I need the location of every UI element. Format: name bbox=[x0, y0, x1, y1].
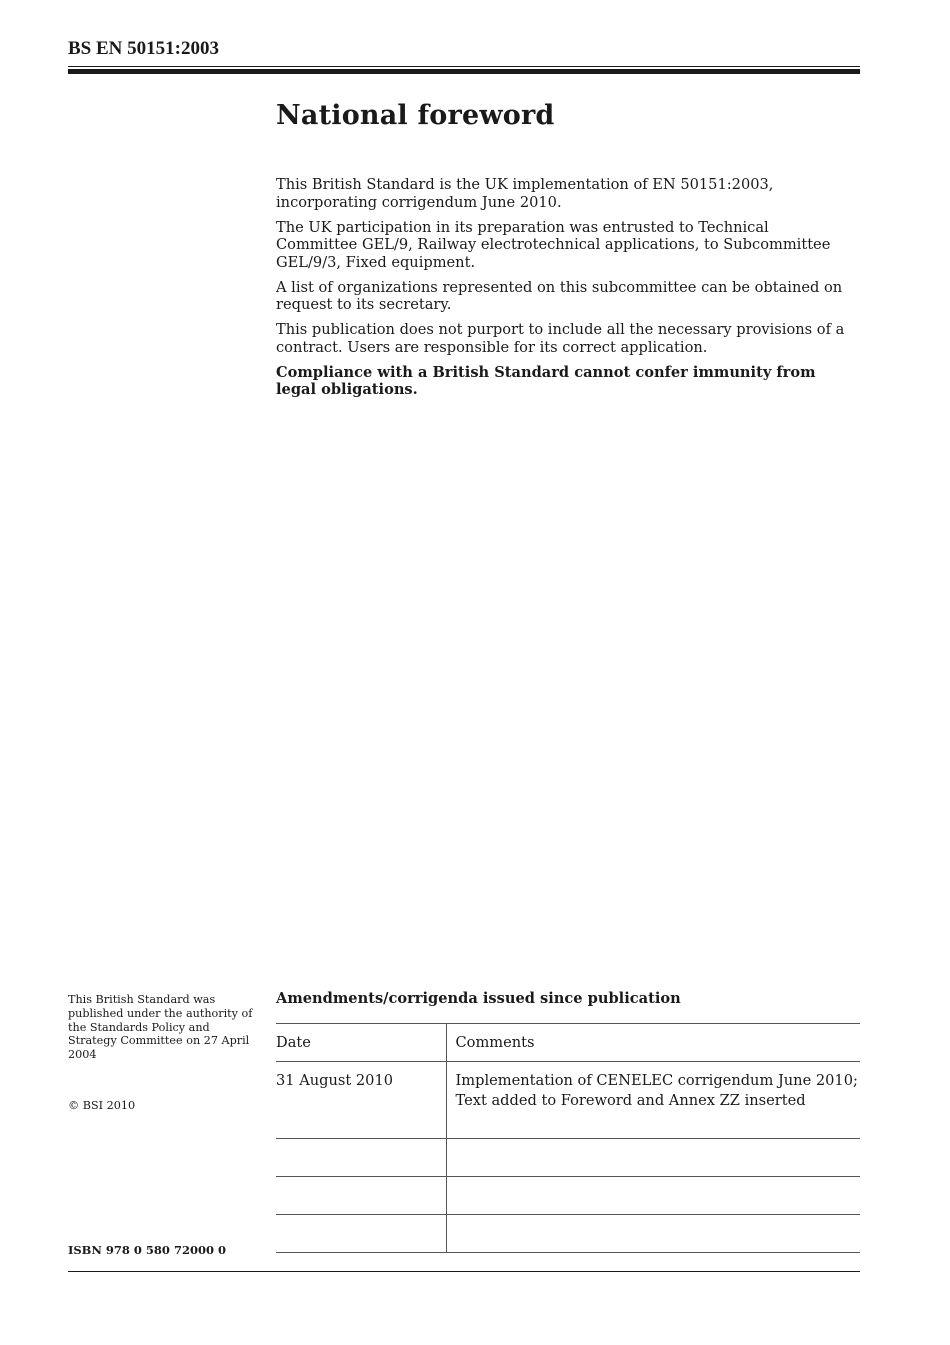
table-row bbox=[276, 1215, 860, 1253]
row-date bbox=[276, 1177, 446, 1215]
compliance-statement: Compliance with a British Standard cannot confer immunity from legal obligations. bbox=[276, 363, 816, 398]
foreword-paragraph: This publication does not purport to include all the necessary provisions of a contract. Users are responsible for its correct application. bbox=[276, 321, 845, 356]
header-rule-thick bbox=[68, 69, 860, 74]
document-id: BS EN 50151:2003 bbox=[68, 38, 219, 59]
column-header-date: Date bbox=[276, 1024, 446, 1062]
row-date bbox=[276, 1215, 446, 1253]
row-comments bbox=[446, 1177, 860, 1215]
table-header-row bbox=[276, 1024, 860, 1062]
amendments-table bbox=[276, 1023, 860, 1253]
row-date: 31 August 2010 bbox=[276, 1062, 446, 1139]
foreword-paragraph: This British Standard is the UK implementation of EN 50151:2003, incorporating corrigendum June 2010. bbox=[276, 176, 774, 211]
foreword-paragraph: The UK participation in its preparation was entrusted to Technical Committee GEL/9, Railway electrotechnical applications, to Subcommittee GEL/9/3, Fixed equipment. bbox=[276, 218, 831, 271]
table-row bbox=[276, 1177, 860, 1215]
publication-note: This British Standard was published under the authority of the Standards Policy and Strategy Committee on 27 April 2004 bbox=[68, 993, 253, 1062]
row-date bbox=[276, 1139, 446, 1177]
page-title: National foreword bbox=[276, 100, 555, 131]
row-comments: Implementation of CENELEC corrigendum June 2010; Text added to Foreword and Annex ZZ inserted bbox=[446, 1062, 860, 1139]
foreword-paragraph: A list of organizations represented on this subcommittee can be obtained on request to its secretary. bbox=[276, 278, 843, 313]
table-row bbox=[276, 1062, 860, 1139]
row-comments bbox=[446, 1215, 860, 1253]
copyright-notice: © BSI 2010 bbox=[68, 1099, 136, 1112]
foreword-body bbox=[276, 176, 851, 406]
header-rule-thin bbox=[68, 66, 860, 67]
amendments-title: Amendments/corrigenda issued since publication bbox=[276, 990, 681, 1007]
column-header-comments: Comments bbox=[446, 1024, 860, 1062]
table-row bbox=[276, 1139, 860, 1177]
footer-rule bbox=[68, 1271, 860, 1272]
isbn-number: ISBN 978 0 580 72000 0 bbox=[68, 1243, 226, 1257]
row-comments bbox=[446, 1139, 860, 1177]
